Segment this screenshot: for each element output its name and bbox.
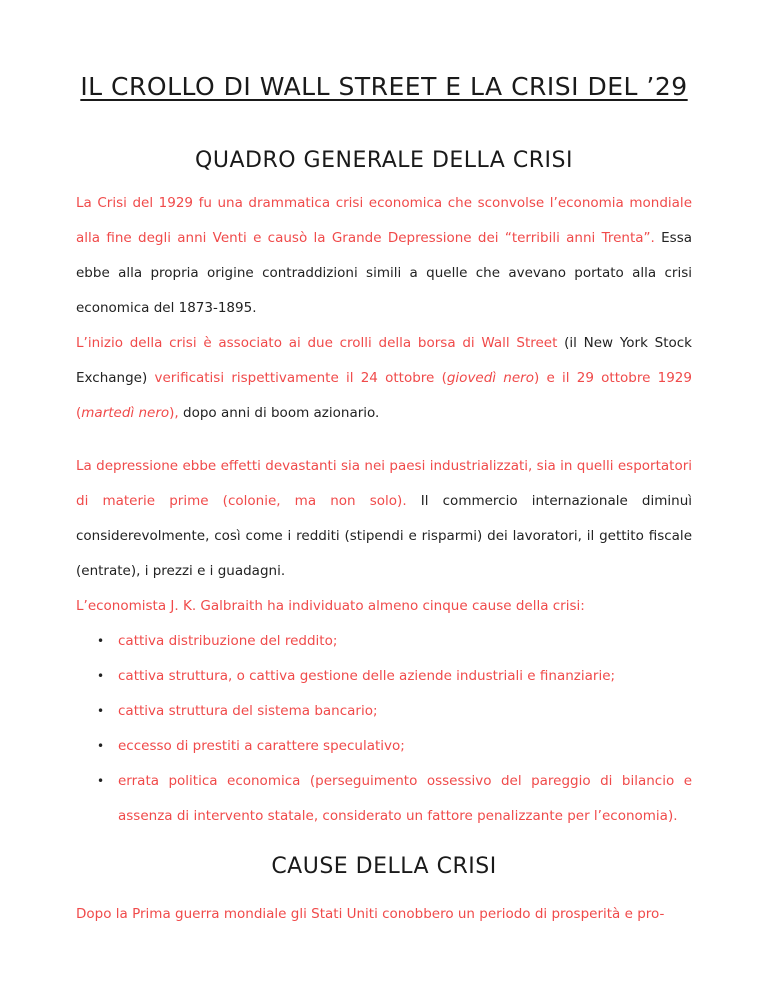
list-item bbox=[76, 764, 692, 834]
cause-text: eccesso di prestiti a carattere speculativo; bbox=[118, 738, 405, 754]
list-item bbox=[76, 624, 692, 659]
bullet-icon: • bbox=[97, 704, 105, 718]
list-item bbox=[76, 694, 692, 729]
martedi-nero-italic: martedì nero bbox=[81, 405, 170, 421]
section-heading-cause-della-crisi: CAUSE DELLA CRISI bbox=[271, 854, 497, 879]
paragraph-depressione bbox=[76, 449, 692, 589]
wall-street-black-text-a: (il New York Stock Exchange) bbox=[76, 335, 692, 386]
wall-street-red-text-a: L’inizio della crisi è associato ai due crolli della borsa di Wall Street bbox=[76, 335, 558, 351]
causes-list bbox=[76, 624, 692, 834]
wall-street-red-text-d: ), bbox=[169, 405, 179, 421]
section-heading-quadro-generale: QUADRO GENERALE DELLA CRISI bbox=[195, 148, 573, 173]
bullet-icon: • bbox=[97, 634, 105, 648]
cause-text: cattiva struttura del sistema bancario; bbox=[118, 703, 378, 719]
wall-street-black-text-b: dopo anni di boom azionario. bbox=[183, 405, 380, 421]
list-item bbox=[76, 659, 692, 694]
bullet-icon: • bbox=[97, 669, 105, 683]
wall-street-red-text-b: verificatisi rispettivamente il 24 ottobre ( bbox=[154, 370, 447, 386]
list-item bbox=[76, 729, 692, 764]
cause-red-text: Dopo la Prima guerra mondiale gli Stati Uniti conobbero un periodo di prosperità e pro- bbox=[76, 906, 665, 922]
paragraph-intro bbox=[76, 186, 692, 326]
document-title: IL CROLLO DI WALL STREET E LA CRISI DEL ’29 bbox=[80, 72, 688, 101]
cause-text: cattiva distribuzione del reddito; bbox=[118, 633, 338, 649]
cause-text: cattiva struttura, o cattiva gestione delle aziende industriali e finanziarie; bbox=[118, 668, 616, 684]
bullet-icon: • bbox=[97, 739, 105, 753]
cause-text: errata politica economica (perseguimento ossessivo del pareggio di bilancio e assenza di intervento statale, considerato un fattore penalizzante per l’economia). bbox=[118, 773, 692, 824]
giovedi-nero-italic: giovedì nero bbox=[446, 370, 534, 386]
galbraith-red-text: L’economista J. K. Galbraith ha individuato almeno cinque cause della crisi: bbox=[76, 598, 585, 614]
wall-street-red-text-c: ) e il 29 ottobre 1929 ( bbox=[76, 370, 692, 421]
bullet-icon: • bbox=[97, 774, 105, 788]
paragraph-cause bbox=[76, 897, 692, 932]
paragraph-wall-street bbox=[76, 326, 692, 431]
paragraph-intro-black-text: Essa ebbe alla propria origine contraddizioni simili a quelle che avevano portato alla crisi economica del 1873-1895. bbox=[76, 230, 693, 316]
paragraph-intro-red-text: La Crisi del 1929 fu una drammatica crisi economica che sconvolse l’economia mondiale alla fine degli anni Venti e causò la Grande Depressione dei “terribili anni Trenta”. bbox=[76, 195, 692, 246]
paragraph-galbraith bbox=[76, 589, 692, 624]
depressione-black-text: Il commercio internazionale diminuì considerevolmente, così come i redditi (stipendi e risparmi) dei lavoratori, il gettito fiscale (entrate), i prezzi e i guadagni. bbox=[76, 493, 692, 579]
depressione-red-text: La depressione ebbe effetti devastanti sia nei paesi industrializzati, sia in quelli esportatori di materie prime (colonie, ma non solo). bbox=[76, 458, 692, 509]
